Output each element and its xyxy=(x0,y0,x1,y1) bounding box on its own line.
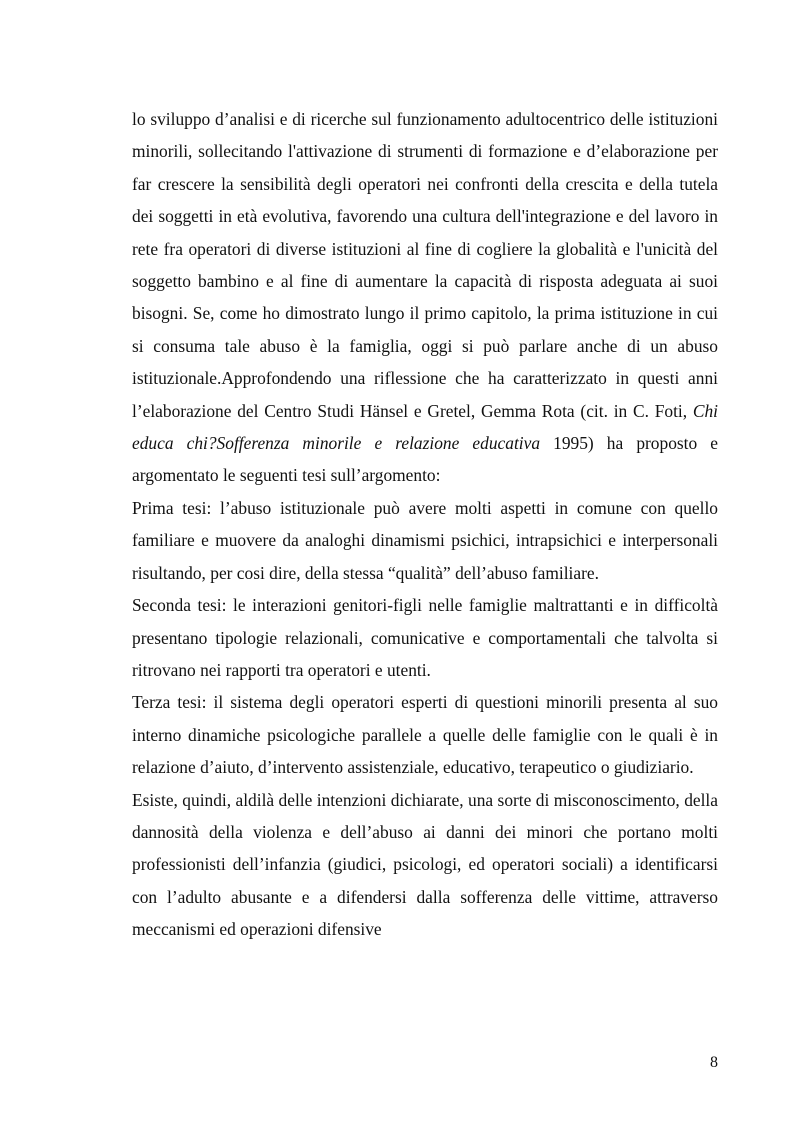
paragraph-1-text-after: 1995) ha proposto e argomentato le seguenti tesi sull’argomento: xyxy=(132,433,718,486)
paragraph-1-text-before: lo sviluppo d’analisi e di ricerche sul funzionamento adultocentrico delle istituzioni minorili, sollecitando l'attivazione di strumenti di formazione e d’elaborazione per far crescere la sensibilità degli operatori nei confronti della crescita e della tutela dei soggetti in età evolutiva, favorendo una cultura dell'integrazione e del lavoro in rete fra operatori di diverse istituzioni al fine di cogliere la globalità e l'unicità del soggetto bambino e al fine di aumentare la capacità di risposta adeguata ai suoi bisogni. Se, come ho dimostrato lungo il primo capitolo, la prima istituzione in cui si consuma tale abuso è la famiglia, oggi si può parlare anche di un abuso istituzionale.Approfondendo una riflessione che ha caratterizzato in questi anni l’elaborazione del Centro Studi Hänsel e Gretel, Gemma Rota (cit. in C. Foti, xyxy=(132,109,718,421)
body-text xyxy=(132,103,718,946)
paragraph-terza-tesi: Terza tesi: il sistema degli operatori esperti di questioni minorili presenta al suo interno dinamiche psicologiche parallele a quelle delle famiglie con le quali è in relazione d’aiuto, d’intervento assistenziale, educativo, terapeutico o giudiziario. xyxy=(132,692,718,778)
paragraph-prima-tesi: Prima tesi: l’abuso istituzionale può avere molti aspetti in comune con quello familiare e muovere da analoghi dinamismi psichici, intrapsichici e interpersonali risultando, per cosi dire, della stessa “qualità” dell’abuso familiare. xyxy=(132,497,718,583)
paragraph-1 xyxy=(132,103,718,492)
paragraph-esiste: Esiste, quindi, aldilà delle intenzioni dichiarate, una sorte di misconoscimento, della dannosità della violenza e dell’abuso ai danni dei minori che portano molti professionisti dell’infanzia (giudici, psicologi, ed operatori sociali) a identificarsi con l’adulto abusante e a difendersi dalla sofferenza delle vittime, attraverso meccanismi ed operazioni difensive xyxy=(132,789,718,940)
page-number: 8 xyxy=(710,1054,718,1071)
paragraph-seconda-tesi: Seconda tesi: le interazioni genitori-figli nelle famiglie maltrattanti e in difficoltà presentano tipologie relazionali, comunicative e comportamentali che talvolta si ritrovano nei rapporti tra operatori e utenti. xyxy=(132,595,718,680)
book-title-italic: Chi educa chi?Sofferenza minorile e relazione educativa xyxy=(132,400,718,454)
